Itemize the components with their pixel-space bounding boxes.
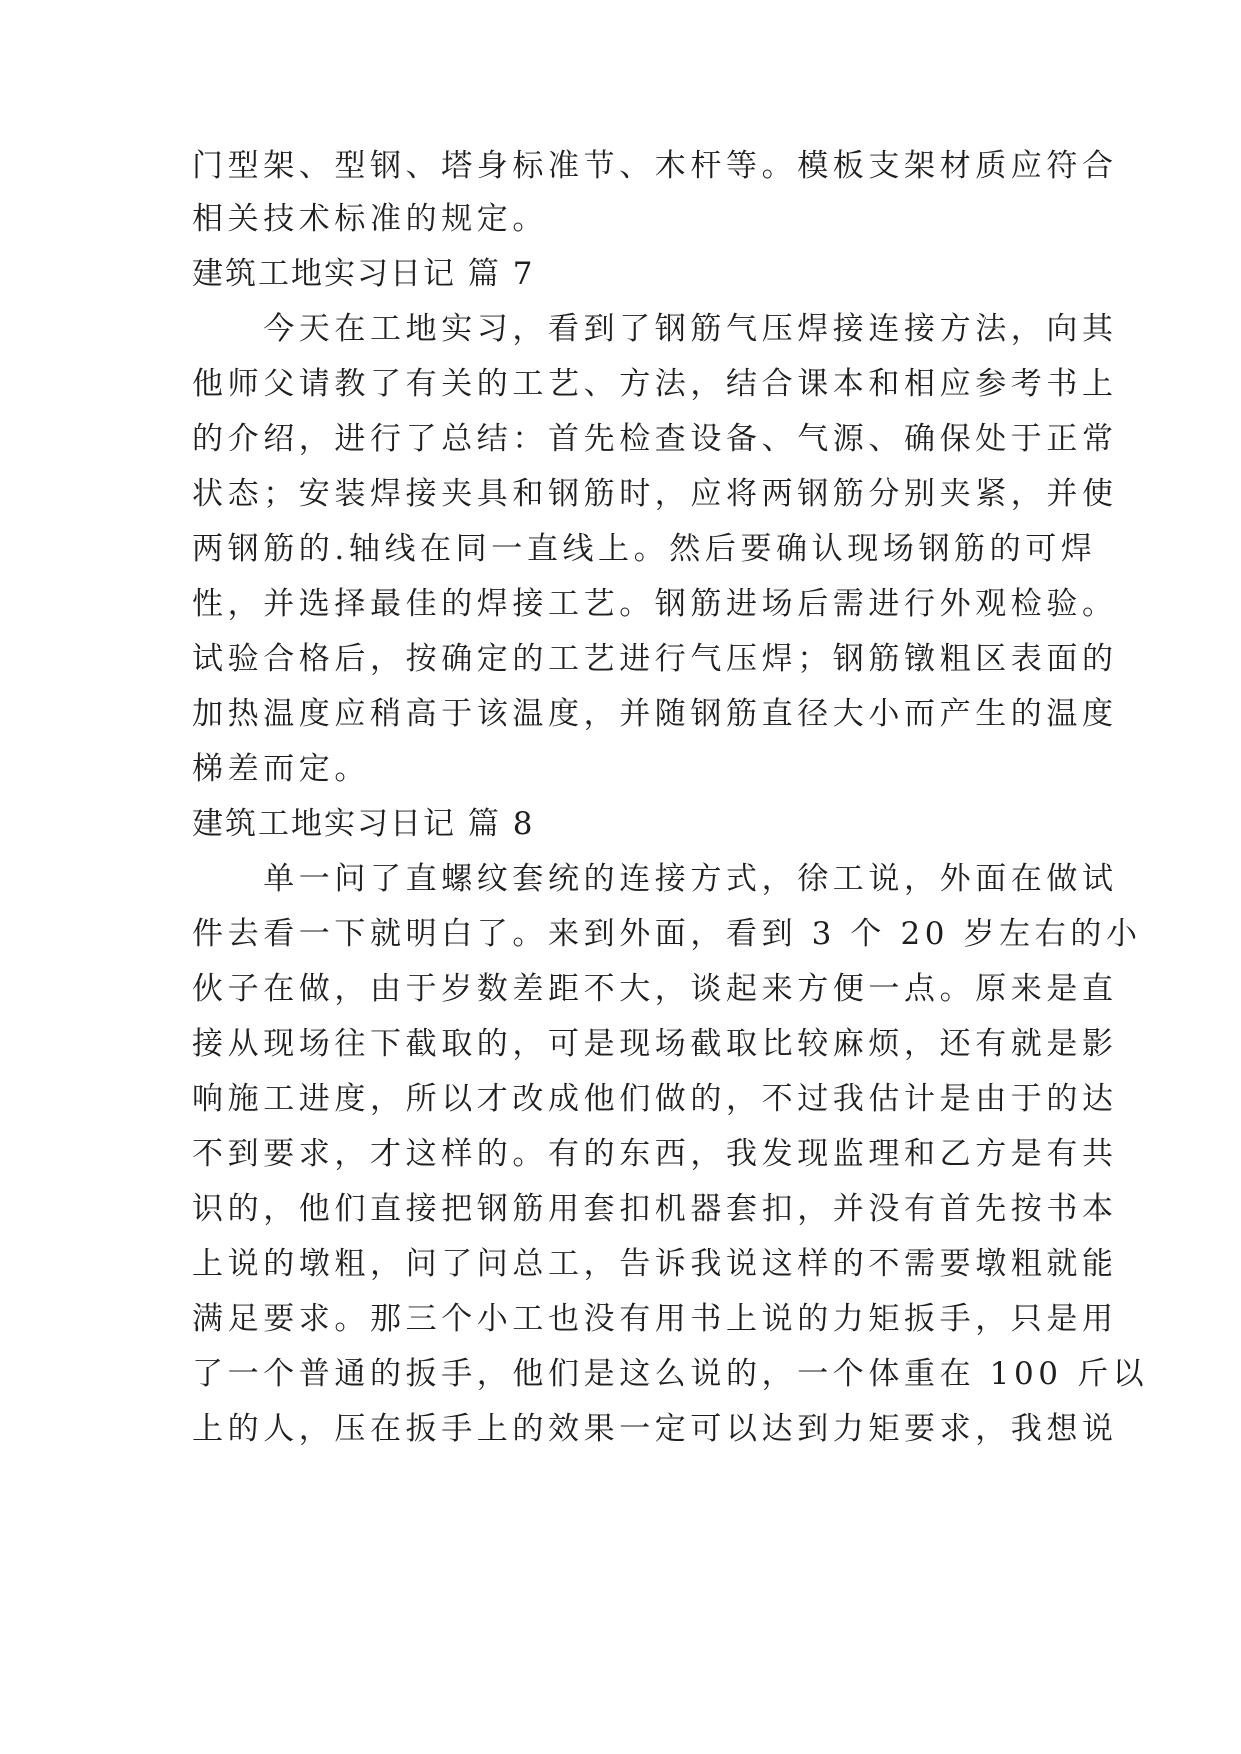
paragraph-line: 了一个普通的扳手，他们是这么说的，一个体重在 100 斤以 [192,1356,1149,1392]
paragraph-line: 上说的墩粗，问了问总工，告诉我说这样的不需要墩粗就能 [192,1246,1118,1282]
section-heading-7: 建筑工地实习日记 篇 7 [192,256,535,292]
paragraph-line: 试验合格后，按确定的工艺进行气压焊；钢筋镦粗区表面的 [192,641,1118,677]
paragraph-line: 不到要求，才这样的。有的东西，我发现监理和乙方是有共 [192,1136,1118,1172]
paragraph-line: 识的，他们直接把钢筋用套扣机器套扣，并没有首先按书本 [192,1191,1118,1227]
paragraph-line: 的介绍，进行了总结：首先检查设备、气源、确保处于正常 [192,421,1118,457]
paragraph-line: 上的人，压在扳手上的效果一定可以达到力矩要求，我想说 [192,1411,1118,1447]
paragraph-line: 响施工进度，所以才改成他们做的，不过我估计是由于的达 [192,1081,1118,1117]
paragraph-line: 接从现场往下截取的，可是现场截取比较麻烦，还有就是影 [192,1026,1118,1062]
paragraph-line: 相关技术标准的规定。 [192,201,548,237]
paragraph-line: 单一问了直螺纹套统的连接方式，徐工说，外面在做试 [192,861,1118,897]
paragraph-line: 他师父请教了有关的工艺、方法，结合课本和相应参考书上 [192,366,1118,402]
paragraph-line: 性，并选择最佳的焊接工艺。钢筋进场后需进行外观检验。 [192,586,1118,622]
section-heading-8: 建筑工地实习日记 篇 8 [192,806,535,842]
paragraph-line: 满足要求。那三个小工也没有用书上说的力矩扳手，只是用 [192,1301,1118,1337]
paragraph-line: 两钢筋的.轴线在同一直线上。然后要确认现场钢筋的可焊 [192,531,1097,567]
paragraph-line: 加热温度应稍高于该温度，并随钢筋直径大小而产生的温度 [192,696,1118,732]
paragraph-line: 今天在工地实习，看到了钢筋气压焊接连接方法，向其 [192,311,1118,347]
paragraph-line: 件去看一下就明白了。来到外面，看到 3 个 20 岁左右的小 [192,916,1142,952]
paragraph-line: 门型架、型钢、塔身标准节、木杆等。模板支架材质应符合 [192,148,1118,184]
paragraph-line: 梯差而定。 [192,751,370,787]
paragraph-line: 状态；安装焊接夹具和钢筋时，应将两钢筋分别夹紧，并使 [192,476,1118,512]
paragraph-line: 伙子在做，由于岁数差距不大，谈起来方便一点。原来是直 [192,971,1118,1007]
